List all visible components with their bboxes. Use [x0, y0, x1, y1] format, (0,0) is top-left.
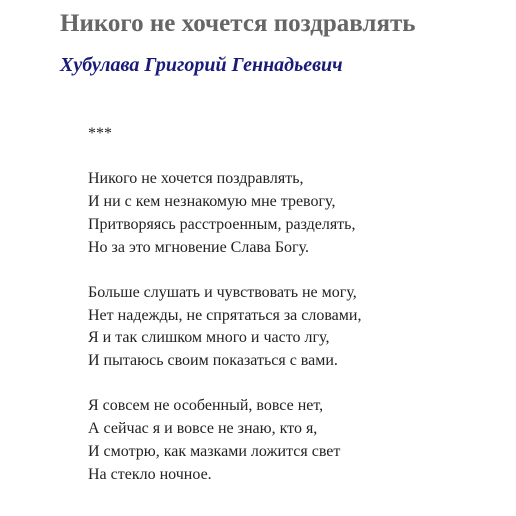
- poem-line: Больше слушать и чувствовать не могу,: [88, 283, 357, 301]
- poem-text: [88, 123, 361, 509]
- poem-line: Никого не хочется поздравлять,: [88, 170, 304, 188]
- poem-line: И пытаюсь своим показаться с вами.: [88, 352, 338, 369]
- poem-line: Я и так слишком много и часто лгу,: [88, 329, 330, 347]
- poem-line: На стекло ночное.: [88, 465, 212, 483]
- poem-line: Я совсем не особенный, вовсе нет,: [88, 397, 324, 415]
- poem-separator: ***: [88, 125, 112, 142]
- poem-line: И ни с кем незнакомую мне тревогу,: [88, 193, 336, 211]
- author-name[interactable]: Хубулава Григорий Геннадьевич: [60, 54, 343, 76]
- page-title: Никого не хочется поздравлять: [60, 10, 416, 37]
- poem-separator-block: [88, 123, 361, 146]
- poem-line: И смотрю, как мазками ложится свет: [88, 442, 341, 460]
- poem-line: Нет надежды, не спрятаться за словами,: [88, 306, 362, 324]
- poem-stanza: [88, 282, 361, 373]
- poem-line: А сейчас я и вовсе не знаю, кто я,: [88, 420, 318, 438]
- poem-stanza: [88, 168, 361, 259]
- poem-line: Притворяясь расстроенным, разделять,: [88, 215, 356, 233]
- poem-stanza: [88, 395, 361, 486]
- poem-line: Но за это мгновение Слава Богу.: [88, 238, 310, 256]
